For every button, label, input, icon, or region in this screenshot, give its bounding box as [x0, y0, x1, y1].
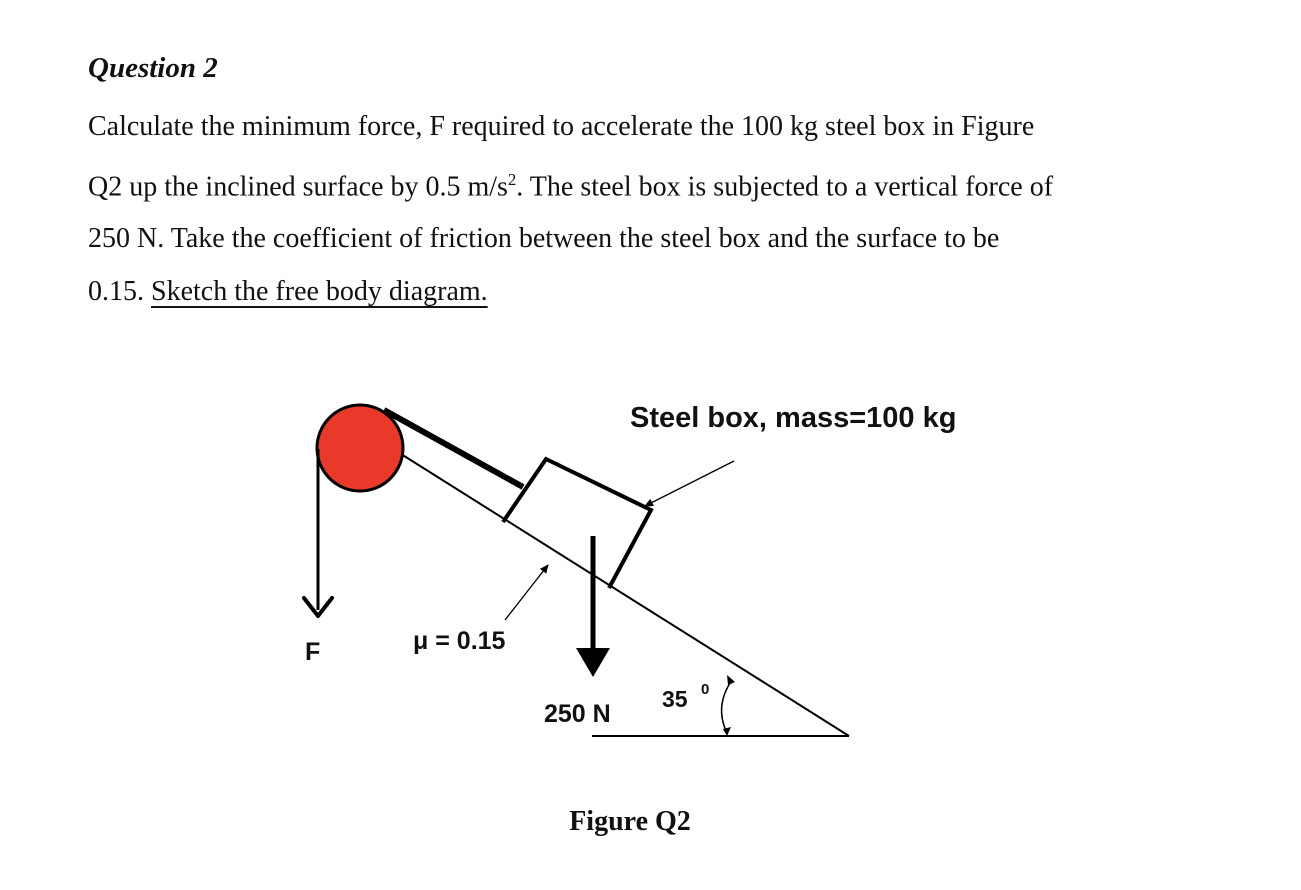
- pulley: [317, 405, 403, 491]
- force-f-label: F: [305, 638, 321, 666]
- box-label: Steel box, mass=100 kg: [630, 402, 957, 434]
- steel-box: [503, 459, 651, 588]
- box-label-pointer: [645, 461, 734, 506]
- vertical-force-label: 250 N: [544, 700, 611, 728]
- question-line-2a: Q2 up the inclined surface by 0.5 m/s: [88, 170, 508, 202]
- squared-superscript: 2: [507, 169, 517, 189]
- rope: [384, 410, 523, 487]
- question-heading: Question 2: [88, 52, 218, 84]
- question-line-2b: . The steel box is subjected to a vertical force of: [516, 170, 1054, 202]
- figure-caption: Figure Q2: [569, 806, 691, 837]
- question-line-3: 250 N. Take the coefficient of friction between the steel box and the surface to be: [88, 223, 1000, 255]
- angle-arc: [722, 680, 732, 733]
- sketch-instruction: Sketch the free body diagram.: [151, 275, 488, 307]
- friction-label: μ = 0.15: [413, 627, 506, 655]
- question-line-1: Calculate the minimum force, F required to accelerate the 100 kg steel box in Figure: [88, 111, 1035, 142]
- angle-degree-mark: 0: [701, 681, 710, 698]
- angle-value: 35: [662, 686, 688, 712]
- angle-arrowhead-top: [727, 675, 735, 685]
- incline-surface: [382, 442, 849, 736]
- vertical-force-arrowhead: [576, 648, 610, 677]
- question-line-4a: 0.15.: [88, 275, 151, 307]
- friction-label-pointer: [505, 565, 548, 620]
